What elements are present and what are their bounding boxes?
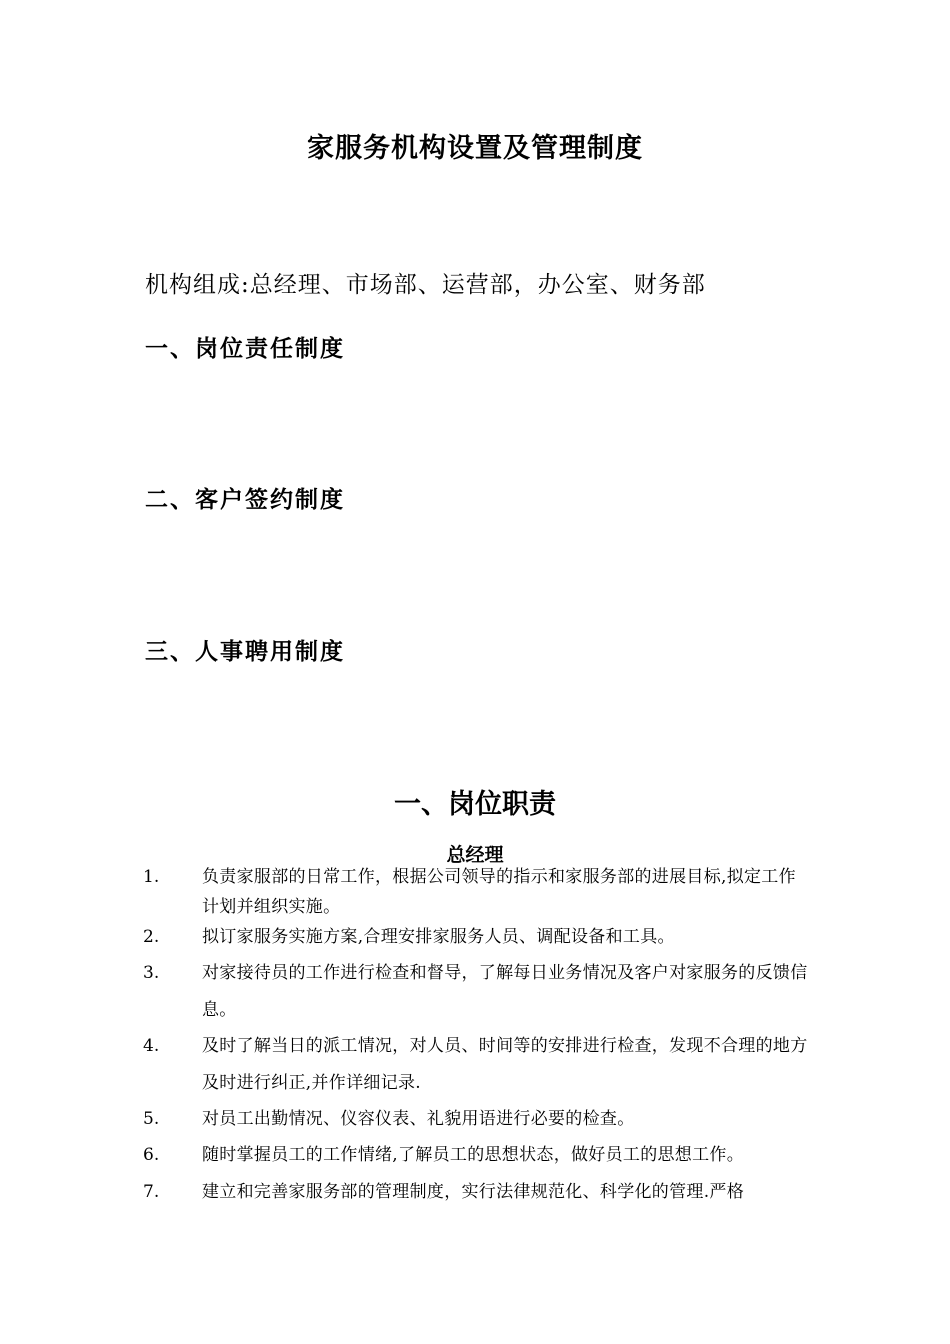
- list-item-text: 拟订家服务实施方案,合理安排家服务人员、调配设备和工具。: [202, 927, 675, 947]
- list-item-text: 对员工出勤情况、仪容仪表、礼貌用语进行必要的检查。: [202, 1109, 635, 1129]
- organization-composition: 机构组成:总经理、市场部、运营部，办公室、财务部: [145, 272, 706, 298]
- role-title-general-manager: 总经理: [446, 844, 504, 866]
- list-item-number: 1.: [143, 867, 160, 887]
- list-item-number: 7.: [143, 1182, 160, 1202]
- document-title: 家服务机构设置及管理制度: [307, 133, 643, 164]
- list-item-number: 2.: [143, 927, 160, 947]
- list-item-number: 6.: [143, 1145, 160, 1165]
- list-item-text: 建立和完善家服务部的管理制度，实行法律规范化、科学化的管理.严格: [202, 1182, 745, 1202]
- list-item-text: 负责家服部的日常工作，根据公司领导的指示和家服务部的进展目标,拟定工作计划并组织实施。: [202, 867, 796, 917]
- list-item-text: 及时了解当日的派工情况，对人员、时间等的安排进行检查，发现不合理的地方及时进行纠正,并作详细记录.: [202, 1036, 808, 1093]
- list-item-text: 随时掌握员工的工作情绪,了解员工的思想状态，做好员工的思想工作。: [202, 1145, 745, 1165]
- toc-item-hr-hiring: 三、人事聘用制度: [145, 638, 345, 665]
- toc-item-client-contract: 二、客户签约制度: [145, 486, 345, 513]
- list-item-text: 对家接待员的工作进行检查和督导，了解每日业务情况及客户对家服务的反馈信息。: [202, 963, 808, 1020]
- list-item-number: 5.: [143, 1109, 160, 1129]
- section-title-job-duties: 一、岗位职责: [394, 789, 556, 820]
- toc-item-job-responsibility: 一、岗位责任制度: [145, 335, 345, 362]
- list-item-number: 3.: [143, 963, 160, 983]
- list-item-number: 4.: [143, 1036, 160, 1056]
